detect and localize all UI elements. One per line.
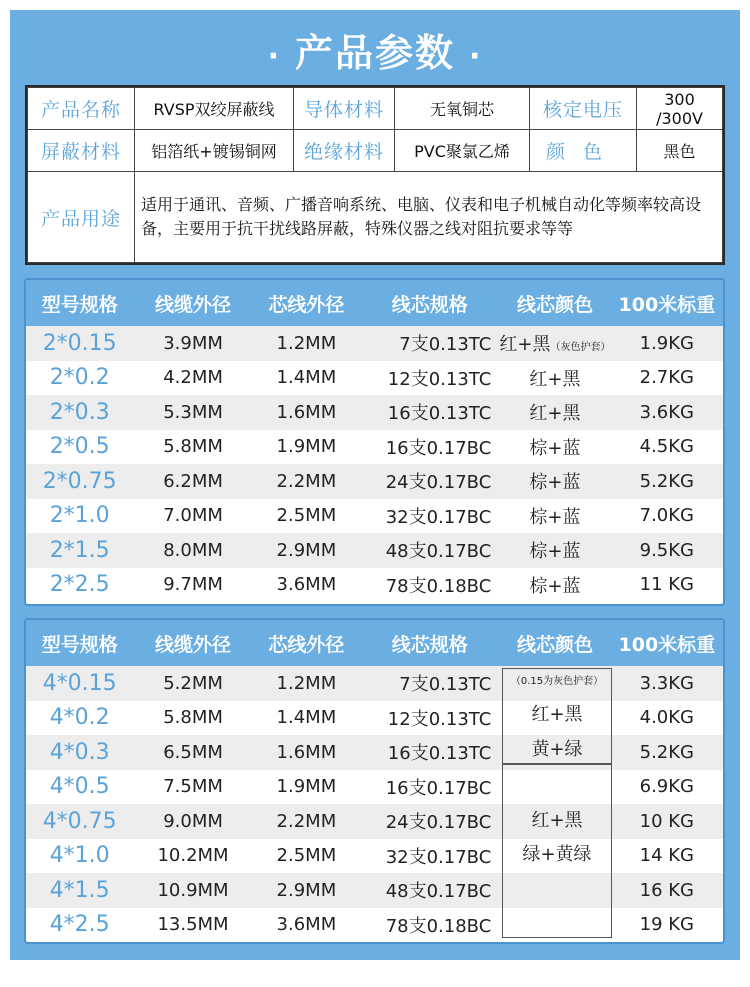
four-core-spec-table	[24, 618, 725, 944]
weight-cell: 5.2KG	[639, 470, 695, 492]
table-header	[26, 280, 723, 326]
model-cell: 4*0.5	[49, 774, 110, 800]
color-group1-a: 红+黑	[531, 704, 583, 725]
title-dot-left: ·	[267, 39, 281, 74]
model-cell: 4*0.15	[42, 670, 117, 696]
insulation-label: 绝缘材料	[294, 130, 395, 172]
header-core-color: 线芯颜色	[516, 293, 593, 316]
voltage-value: 300 /300V	[637, 88, 723, 130]
table-row	[26, 804, 723, 839]
insulation-value: PVC聚氯乙烯	[395, 130, 530, 172]
core-diameter-cell: 2.2MM	[276, 810, 337, 832]
core-spec-cell: 16支0.13TC	[387, 403, 492, 425]
core-spec-cell: 48支0.17BC	[385, 541, 492, 563]
header-core-spec: 线芯规格	[391, 293, 468, 316]
outer-diameter-cell: 10.9MM	[157, 879, 229, 901]
outer-diameter-cell: 6.2MM	[163, 470, 223, 492]
outer-diameter-cell: 5.3MM	[163, 401, 223, 423]
outer-diameter-cell: 5.8MM	[163, 436, 223, 458]
core-color-cell	[499, 365, 610, 391]
core-diameter-cell: 1.9MM	[276, 776, 337, 798]
weight-cell: 16 KG	[639, 879, 695, 901]
table-row	[26, 666, 723, 701]
params-table	[25, 85, 725, 265]
core-color-cell	[499, 434, 610, 460]
color-value: 黑色	[637, 130, 723, 172]
usage-text: 适用于通讯、音频、广播音响系统、电脑、仪表和电子机械自动化等频率较高设备，主要用于抗干扰线路屏蔽，特殊仪器之线对阻抗要求等等	[135, 172, 723, 263]
weight-cell: 10 KG	[639, 810, 695, 832]
core-diameter-cell: 2.5MM	[276, 845, 337, 867]
header-outer-diameter: 线缆外径	[155, 293, 232, 316]
model-cell: 4*1.5	[49, 877, 110, 903]
voltage-label: 核定电压	[530, 88, 637, 130]
header-weight: 100米标重	[618, 293, 716, 316]
core-spec-cell: 12支0.13TC	[387, 708, 492, 730]
color-group2-a: 红+黑	[531, 810, 583, 831]
product-name-value: RVSP双绞屏蔽线	[135, 88, 294, 130]
model-cell: 4*2.5	[49, 912, 110, 938]
conductor-label: 导体材料	[294, 88, 395, 130]
core-spec-cell: 16支0.13TC	[387, 743, 492, 765]
core-color-cell	[499, 572, 610, 598]
table-row	[26, 326, 723, 361]
core-color-text: 棕+蓝	[529, 437, 581, 459]
shield-label: 屏蔽材料	[28, 130, 135, 172]
header-core-diameter: 芯线外径	[268, 293, 345, 316]
outer-diameter-cell: 13.5MM	[157, 914, 229, 936]
gray-sheath-note: （0.15为灰色护套）	[510, 676, 604, 687]
header-outer-diameter: 线缆外径	[155, 633, 232, 656]
core-diameter-cell: 3.6MM	[276, 914, 337, 936]
color-group2-b: 绿+黄绿	[522, 844, 592, 865]
core-color-cell	[499, 468, 610, 494]
core-color-cell	[499, 503, 610, 529]
core-spec-cell: 32支0.17BC	[385, 506, 492, 528]
core-spec-cell: 16支0.17BC	[385, 437, 492, 459]
core-color-text: 红+黑	[529, 403, 581, 425]
core-diameter-cell: 3.6MM	[276, 574, 337, 596]
weight-cell: 5.2KG	[639, 741, 695, 763]
conductor-value: 无氧铜芯	[395, 88, 530, 130]
core-diameter-cell: 2.9MM	[276, 539, 337, 561]
core-diameter-cell: 1.2MM	[276, 332, 337, 354]
model-cell: 2*0.5	[49, 434, 110, 460]
table-row	[26, 770, 723, 805]
outer-diameter-cell: 8.0MM	[163, 539, 223, 561]
model-cell: 2*0.2	[49, 365, 110, 391]
color-label: 颜色	[530, 130, 637, 172]
core-color-text: 棕+蓝	[529, 472, 581, 494]
weight-cell: 6.9KG	[639, 776, 695, 798]
table-header	[26, 620, 723, 666]
outer-diameter-cell: 7.0MM	[163, 505, 223, 527]
model-cell: 2*0.3	[49, 399, 110, 425]
core-spec-cell: 78支0.18BC	[385, 575, 492, 597]
outer-diameter-cell: 5.2MM	[163, 672, 223, 694]
model-cell: 2*0.75	[42, 468, 117, 494]
weight-cell: 3.6KG	[639, 401, 695, 423]
model-cell: 2*2.5	[49, 572, 110, 598]
table-row	[26, 701, 723, 736]
outer-diameter-cell: 10.2MM	[157, 845, 229, 867]
four-core-rows	[26, 666, 723, 942]
header-core-color: 线芯颜色	[516, 633, 593, 656]
core-spec-cell: 32支0.17BC	[385, 846, 492, 868]
core-spec-cell: 12支0.13TC	[387, 368, 492, 390]
core-spec-cell: 7支0.13TC	[399, 674, 492, 696]
outer-diameter-cell: 9.7MM	[163, 574, 223, 596]
weight-cell: 3.3KG	[639, 672, 695, 694]
core-spec-cell: 24支0.17BC	[385, 472, 492, 494]
core-color-cell	[499, 330, 610, 356]
weight-cell: 7.0KG	[639, 505, 695, 527]
core-diameter-cell: 1.2MM	[276, 672, 337, 694]
weight-cell: 2.7KG	[639, 367, 695, 389]
core-diameter-cell: 2.2MM	[276, 470, 337, 492]
header-model: 型号规格	[41, 633, 118, 656]
outer-diameter-cell: 9.0MM	[163, 810, 223, 832]
core-diameter-cell: 1.6MM	[276, 741, 337, 763]
two-core-rows	[26, 326, 723, 602]
table-row	[26, 430, 723, 465]
table-row	[26, 361, 723, 396]
core-color-text: 棕+蓝	[529, 575, 581, 597]
header-model: 型号规格	[41, 293, 118, 316]
table-row	[26, 568, 723, 603]
weight-cell: 19 KG	[639, 914, 695, 936]
core-spec-cell: 78支0.18BC	[385, 915, 492, 937]
outer-diameter-cell: 3.9MM	[163, 332, 223, 354]
core-spec-cell: 7支0.13TC	[399, 334, 492, 356]
core-color-text: 棕+蓝	[529, 541, 581, 563]
shield-value: 铝箔纸+镀锡铜网	[135, 130, 294, 172]
core-diameter-cell: 2.9MM	[276, 879, 337, 901]
core-diameter-cell: 1.6MM	[276, 401, 337, 423]
outer-diameter-cell: 4.2MM	[163, 367, 223, 389]
model-cell: 4*1.0	[49, 843, 110, 869]
table-row	[26, 839, 723, 874]
model-cell: 2*0.15	[42, 330, 117, 356]
color-group1-b: 黄+绿	[531, 739, 583, 760]
page-title	[0, 22, 750, 77]
core-color-text: 棕+蓝	[529, 506, 581, 528]
weight-cell: 11 KG	[639, 574, 695, 596]
model-cell: 4*0.3	[49, 739, 110, 765]
header-core-spec: 线芯规格	[391, 633, 468, 656]
product-name-label: 产品名称	[28, 88, 135, 130]
model-cell: 2*1.0	[49, 503, 110, 529]
core-diameter-cell: 1.4MM	[276, 707, 337, 729]
outer-diameter-cell: 6.5MM	[163, 741, 223, 763]
table-row	[26, 464, 723, 499]
outer-diameter-cell: 7.5MM	[163, 776, 223, 798]
weight-cell: 4.5KG	[639, 436, 695, 458]
weight-cell: 4.0KG	[639, 707, 695, 729]
table-row	[26, 499, 723, 534]
model-cell: 2*1.5	[49, 537, 110, 563]
core-diameter-cell: 1.4MM	[276, 367, 337, 389]
header-weight: 100米标重	[618, 633, 716, 656]
weight-cell: 14 KG	[639, 845, 695, 867]
weight-cell: 9.5KG	[639, 539, 695, 561]
weight-cell: 1.9KG	[639, 332, 695, 354]
usage-label: 产品用途	[28, 172, 135, 263]
table-row	[26, 533, 723, 568]
core-color-text: 红+黑	[529, 368, 581, 390]
table-row	[26, 908, 723, 943]
core-diameter-cell: 1.9MM	[276, 436, 337, 458]
two-core-spec-table	[24, 278, 725, 606]
sheath-note: （灰色护套）	[550, 342, 611, 354]
model-cell: 4*0.75	[42, 808, 117, 834]
core-color-cell	[499, 399, 610, 425]
core-color-text: 红+黑	[499, 334, 551, 356]
core-spec-cell: 48支0.17BC	[385, 881, 492, 903]
table-row	[26, 395, 723, 430]
core-color-cell	[499, 537, 610, 563]
core-spec-cell: 24支0.17BC	[385, 812, 492, 834]
header-core-diameter: 芯线外径	[268, 633, 345, 656]
core-diameter-cell: 2.5MM	[276, 505, 337, 527]
core-spec-cell: 16支0.17BC	[385, 777, 492, 799]
model-cell: 4*0.2	[49, 705, 110, 731]
title-text: 产品参数	[294, 31, 455, 75]
title-dot-right: ·	[469, 39, 483, 74]
table-row	[26, 735, 723, 770]
table-row	[26, 873, 723, 908]
outer-diameter-cell: 5.8MM	[163, 707, 223, 729]
